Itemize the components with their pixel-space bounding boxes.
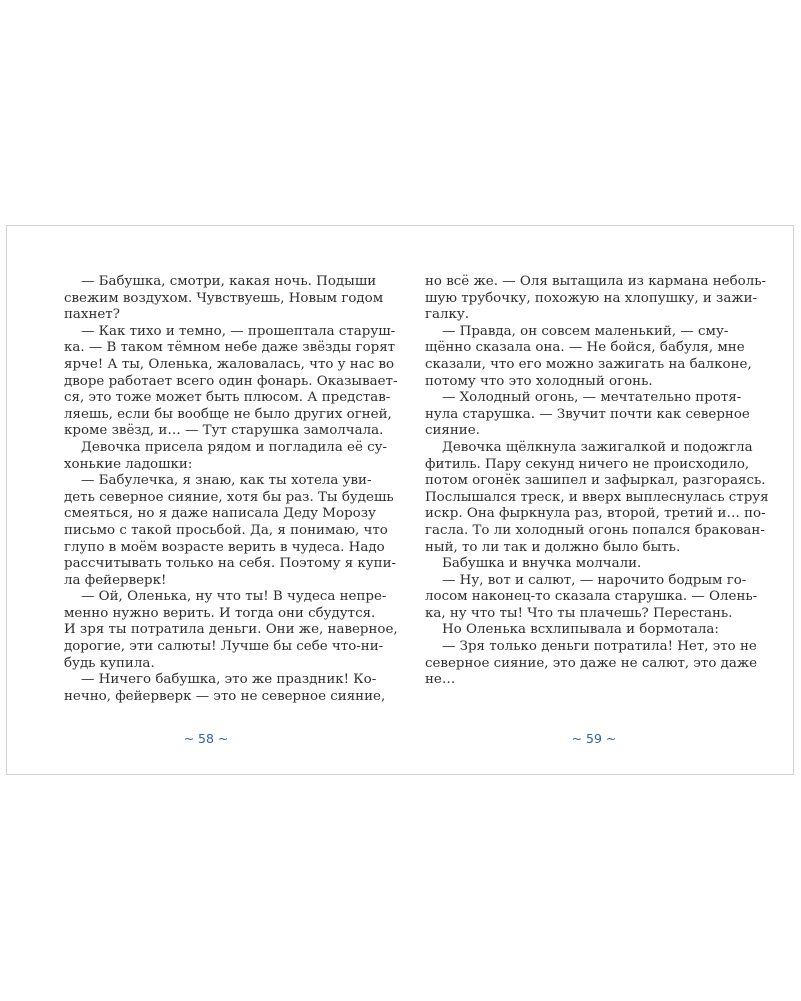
text-line: ярче! А ты, Оленька, жаловалась, что у нас во — [64, 356, 395, 372]
text-line: — Как тихо и темно, — прошептала старуш- — [81, 323, 396, 339]
text-line: — Правда, он совсем маленький, — сму- — [442, 323, 729, 339]
text-line: гасла. То ли холодный огонь попался бракован- — [425, 522, 765, 538]
text-line: Но Оленька всхлипывала и бормотала: — [442, 622, 719, 638]
left-page-text — [64, 274, 398, 705]
text-line: Девочка щёлкнула зажигалкой и подожгла — [442, 439, 753, 455]
text-line: галку. — [425, 307, 470, 323]
text-line: ла фейерверк! — [64, 572, 167, 588]
text-line: щённо сказала она. — Не бойся, бабуля, мне — [425, 340, 745, 356]
text-line: — Бабулечка, я знаю, как ты хотела уви- — [81, 473, 372, 489]
text-line: дорогие, эти салюты! Лучше бы себе что-ни- — [64, 639, 384, 655]
text-line: глупо в моём возрасте верить в чудеса. Надо — [64, 539, 385, 555]
text-line: фитиль. Пару секунд ничего не происходило, — [425, 456, 750, 472]
right-page-text — [425, 274, 769, 689]
paragraph — [425, 274, 767, 324]
paragraph — [425, 390, 750, 440]
text-line: — Ну, вот и салют, — нарочито бодрым го- — [442, 572, 747, 588]
text-line: — Ой, Оленька, ну что ты! В чудеса непре- — [81, 589, 387, 605]
text-line: лосом наконец-то сказала старушка. — Олень- — [425, 589, 758, 605]
text-line: смеяться, но я даже написала Деду Морозу — [64, 506, 376, 522]
paragraph — [64, 439, 388, 473]
paragraph — [64, 323, 398, 440]
text-line: но всё же. — Оля вытащила из кармана неболь- — [425, 274, 767, 289]
text-line: потом огонёк зашипел и зафыркал, разгораясь. — [425, 473, 766, 489]
text-line: потому что это холодный огонь. — [425, 373, 653, 389]
paragraph — [425, 639, 758, 689]
text-line: сказали, что его можно зажигать на балконе, — [425, 356, 752, 372]
paragraph — [64, 672, 386, 705]
text-line: Бабушка и внучка молчали. — [442, 556, 642, 572]
page-number-right: ~ 59 ~ — [571, 731, 617, 746]
text-line: хонькие ладошки: — [64, 456, 193, 472]
text-line: пахнет? — [64, 307, 120, 323]
text-line: ный, то ли так и должно было быть. — [425, 539, 681, 555]
text-line: нула старушка. — Звучит почти как северное — [425, 406, 750, 422]
text-line: ка, ну что ты! Что ты плачешь? Перестань. — [425, 605, 733, 621]
text-line: нечно, фейерверк — это не северное сияние, — [64, 688, 386, 704]
text-line: ся, это тоже может быть плюсом. А представ- — [64, 390, 391, 406]
text-line: — Зря только деньги потратила! Нет, это не — [442, 639, 757, 655]
text-line: Послышался треск, и вверх выплеснулась струя — [425, 489, 769, 505]
text-line: свежим воздухом. Чувствуешь, Новым годом — [64, 290, 384, 306]
text-line: письмо с такой просьбой. Да, я понимаю, что — [64, 522, 388, 538]
text-line: кроме звёзд, и… — Тут старушка замолчала. — [64, 423, 384, 439]
text-line: — Холодный огонь, — мечтательно протя- — [442, 390, 742, 406]
text-line: будь купила. — [64, 655, 155, 671]
text-line: не… — [425, 672, 456, 688]
paragraph — [64, 589, 398, 672]
text-line: шую трубочку, похожую на хлопушку, и зажи- — [425, 290, 758, 306]
text-line: менно нужно верить. И тогда они сбудутся. — [64, 605, 376, 621]
text-line: ка. — В таком тёмном небе даже звёзды горят — [64, 340, 396, 356]
text-line: Девочка присела рядом и погладила её су- — [81, 439, 388, 455]
text-line: искр. Она фыркнула раз, второй, третий и… по- — [425, 506, 766, 522]
text-line: рассчитывать только на себя. Поэтому я купи- — [64, 556, 397, 572]
paragraph — [64, 473, 397, 589]
paragraph — [425, 323, 752, 390]
text-line: И зря ты потратила деньги. Они же, наверное, — [64, 622, 398, 638]
text-line: — Ничего бабушка, это же праздник! Ко- — [81, 672, 377, 688]
paragraph — [425, 622, 719, 639]
text-line: ляешь, если бы вообще не было других огней, — [64, 406, 392, 422]
paragraph — [425, 572, 758, 623]
paragraph — [425, 439, 769, 556]
paragraph — [425, 556, 709, 573]
page-number-left: ~ 58 ~ — [183, 731, 229, 746]
paragraph — [64, 274, 384, 324]
text-line: деть северное сияние, хотя бы раз. Ты будешь — [64, 489, 394, 505]
text-line: дворе работает всего один фонарь. Оказывает- — [64, 373, 398, 389]
text-line: — Бабушка, смотри, какая ночь. Подыши — [81, 274, 377, 289]
text-line: северное сияние, это даже не салют, это даже — [425, 655, 758, 671]
text-line: сияние. — [425, 423, 480, 439]
